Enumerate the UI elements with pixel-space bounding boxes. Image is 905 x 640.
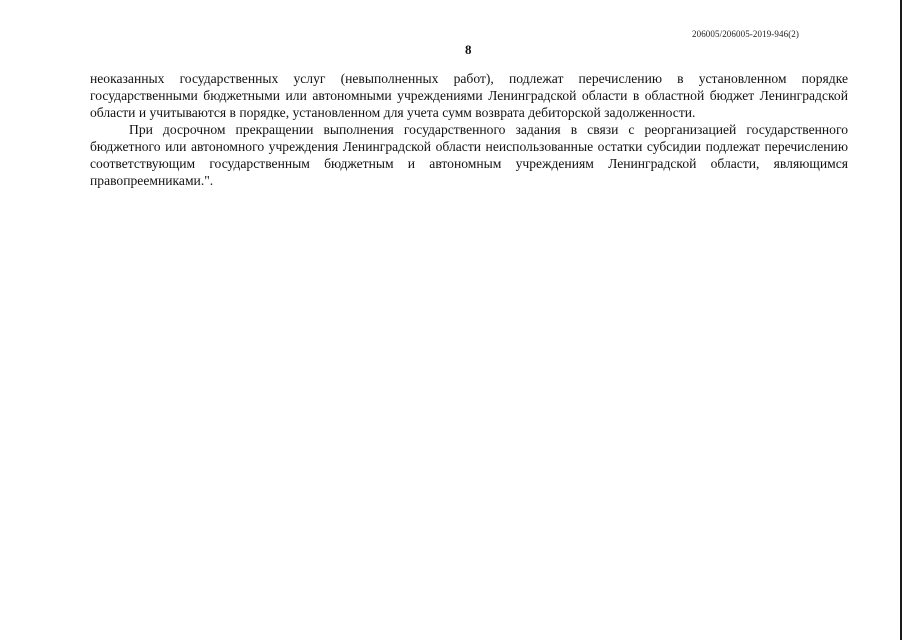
page-number: 8 — [465, 42, 472, 57]
document-code: 206005/206005-2019-946(2) — [692, 29, 799, 39]
document-body — [90, 70, 848, 189]
paragraph-early-termination: При досрочном прекращении выполнения государственного задания в связи с реорганизацией государственного бюджетного или автономного учреждения Ленинградской области неиспользованные остатки субсидии подлежат перечислению соответствующим государственным бюджетным и автономным учреждениям Ленинградской области, являющимся правопреемниками.". — [90, 122, 848, 188]
paragraph-continuation: неоказанных государственных услуг (невыполненных работ), подлежат перечислению в установленном порядке государственными бюджетными или автономными учреждениями Ленинградской области в областной бюджет Ленинградской области и учитываются в порядке, установленном для учета сумм возврата дебиторской задолженности. — [90, 71, 848, 120]
scan-edge-line — [900, 0, 902, 640]
